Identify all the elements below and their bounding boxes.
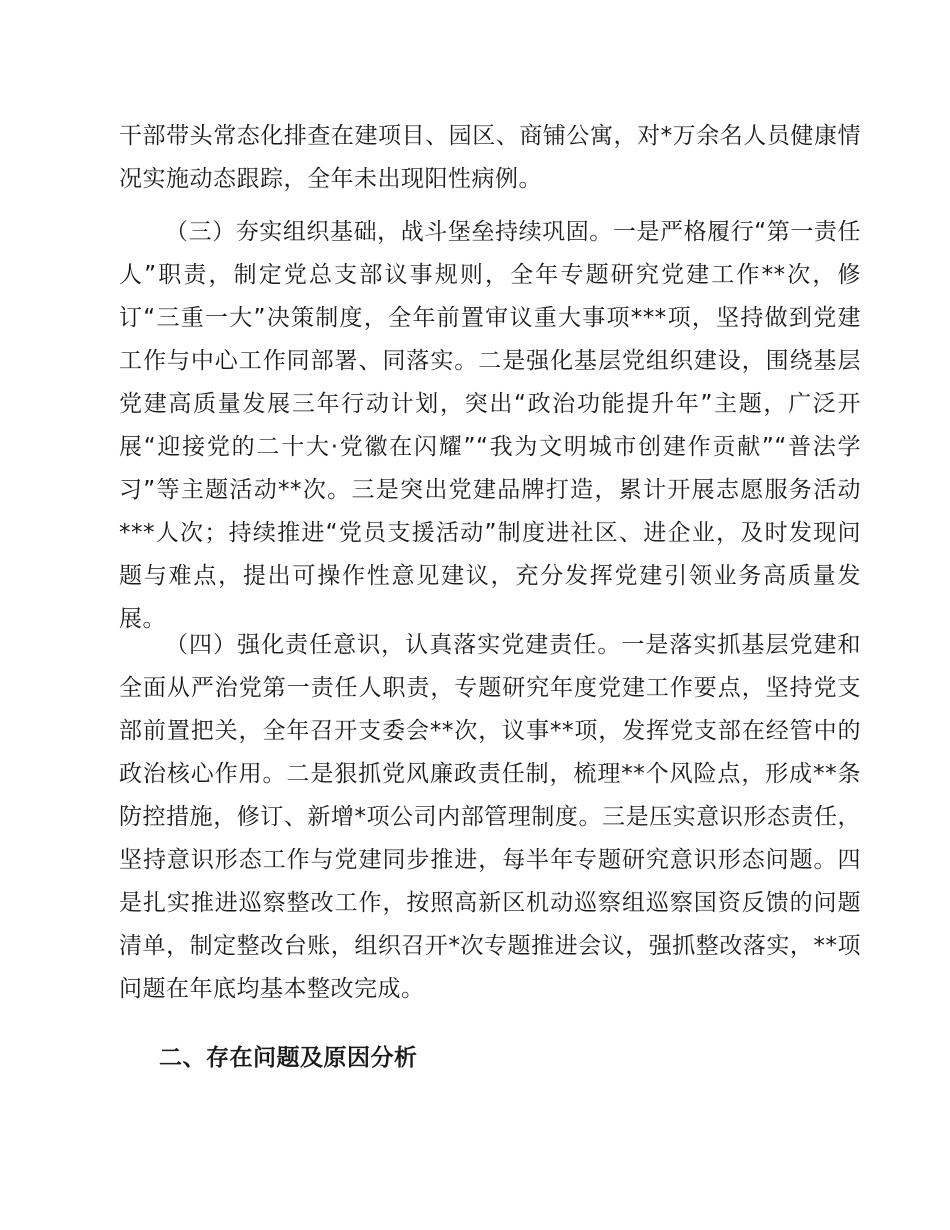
paragraph-organization-foundation: （三）夯实组织基础，战斗堡垒持续巩固。一是严格履行“第一责任人”职责，制定党总支部议事规则，全年专题研究党建工作**次，修订“三重一大”决策制度，全年前置审议重大事项***项，坚持做到党建工作与中心工作同部署、同落实。二是强化基层党组织建设，围绕基层党建高质量发展三年行动计划，突出“政治功能提升年”主题，广泛开展“迎接党的二十大·党徽在闪耀”“我为文明城市创建作贡献”“普法学习”等主题活动**次。三是突出党建品牌打造，累计开展志愿服务活动***人次；持续推进“党员支援活动”制度进社区、进企业，及时发现问题与难点，提出可操作性意见建议，充分发挥党建引领业务高质量发展。 [119,219,861,632]
paragraph-continuation: 干部带头常态化排查在建项目、园区、商铺公寓，对*万余名人员健康情况实施动态跟踪，全年未出现阳性病例。 [119,123,861,192]
paragraph-responsibility: （四）强化责任意识，认真落实党建责任。一是落实抓基层党建和全面从严治党第一责任人职责，专题研究年度党建工作要点，坚持党支部前置把关，全年召开支委会**次，议事**项，发挥党支部在经管中的政治核心作用。二是狠抓党风廉政责任制，梳理**个风险点，形成**条防控措施，修订、新增*项公司内部管理制度。三是压实意识形态责任，坚持意识形态工作与党建同步推进，每半年专题研究意识形态问题。四是扎实推进巡察整改工作，按照高新区机动巡察组巡察国资反馈的问题清单，制定整改台账，组织召开*次专题推进会议，强抓整改落实，**项问题在年底均基本整改完成。 [119,632,861,1002]
section-heading: 二、存在问题及原因分析 [159,1045,418,1071]
